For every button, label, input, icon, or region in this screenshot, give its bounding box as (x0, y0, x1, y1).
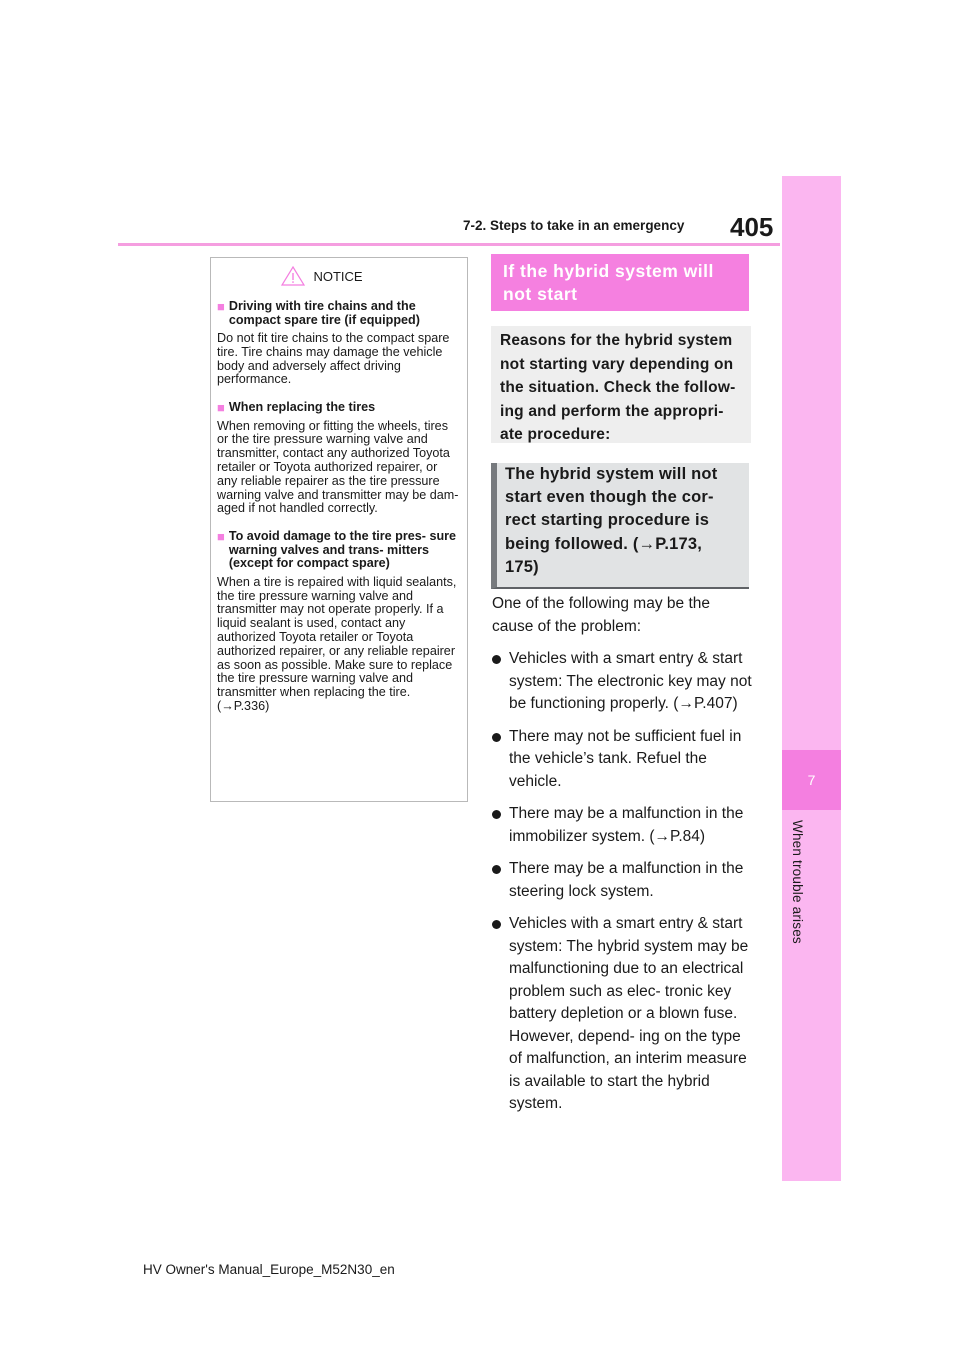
bullet-square-icon: ■ (217, 529, 225, 545)
notice-heading (217, 530, 461, 571)
list-item-text: There may not be sufficient fuel in the vehicle’s tank. Refuel the vehicle. (509, 727, 742, 790)
list-item (492, 803, 754, 848)
notice-body: When removing or fitting the wheels, tires or the tire pressure warning valve and transmitter, contact any authorized Toyota retailer or Toyota authorized repairer, or any reliable repairer as the tire pressure warning valve and transmitter may be dam- aged if not handled correctly. (217, 418, 459, 516)
bullet-square-icon: ■ (217, 400, 225, 416)
page-number: 405 (730, 212, 774, 242)
bullet-dot-icon (492, 865, 501, 874)
list-item (492, 913, 754, 1116)
list-item-text: Vehicles with a smart entry & start system: The hybrid system may be malfunctioning due to an electrical problem such as elec- tronic key battery depletion or a blown fuse. However, depend- ing on the type of malfunction, an interim measure is available to start the hybrid system. (509, 915, 749, 1112)
notice-heading (217, 300, 461, 327)
notice-heading-text: Driving with tire chains and the compact spare tire (if equipped) (228, 299, 420, 327)
body-content (492, 593, 754, 1126)
list-item (492, 858, 754, 903)
warning-triangle-icon (281, 266, 305, 286)
notice-body: When a tire is repaired with liquid sealants, the tire pressure warning valve and transmitter may not operate properly. If a liquid sealant is used, contact any authorized Toyota retailer or Toyota authorized repairer, or any reliable repairer as soon as possible. Make sure to replace the tire pressure warning valve and transmitter when replacing the tire. (→P.336) (217, 574, 457, 713)
notice-header (183, 266, 461, 286)
bullet-dot-icon (492, 810, 501, 819)
bullet-dot-icon (492, 655, 501, 664)
list-item (492, 648, 754, 716)
list-item-text: There may be a malfunction in the immobilizer system. (→P.84) (509, 805, 744, 845)
header-divider (118, 243, 780, 246)
bullet-dot-icon (492, 920, 501, 929)
notice-heading-text: To avoid damage to the tire pres- sure warning valves and trans- mitters (except for compact spare) (228, 529, 457, 571)
bullet-dot-icon (492, 733, 501, 742)
footer-manual-id: HV Owner's Manual_Europe_M52N30_en (143, 1262, 395, 1277)
bullet-square-icon: ■ (217, 299, 225, 314)
intro-box: Reasons for the hybrid system not starting vary depending on the situation. Check the follow- ing and perform the appropri- ate procedure: (491, 326, 751, 443)
notice-body: Do not fit tire chains to the compact spare tire. Tire chains may damage the vehicle body and adversely affect driving performance. (217, 331, 450, 387)
list-item (492, 726, 754, 794)
notice-heading (217, 401, 461, 415)
notice-title: NOTICE (313, 268, 363, 284)
subheading-box: The hybrid system will not start even though the cor- rect starting procedure is being followed. (→P.173, 175) (491, 463, 749, 589)
chapter-number-tab: 7 (782, 750, 841, 810)
cause-list (492, 648, 754, 1116)
section-header: 7-2. Steps to take in an emergency (463, 218, 685, 233)
notice-box (210, 257, 468, 802)
list-item-text: There may be a malfunction in the steering lock system. (509, 860, 744, 900)
chapter-title-label: When trouble arises (790, 820, 805, 944)
notice-heading-text: When replacing the tires (228, 400, 376, 415)
section-title-banner: If the hybrid system will not start (491, 254, 749, 311)
lead-paragraph: One of the following may be the cause of the problem: (492, 595, 710, 635)
chapter-side-tab (782, 176, 841, 1181)
list-item-text: Vehicles with a smart entry & start system: The electronic key may not be functioning properly. (→P.407) (509, 650, 752, 712)
